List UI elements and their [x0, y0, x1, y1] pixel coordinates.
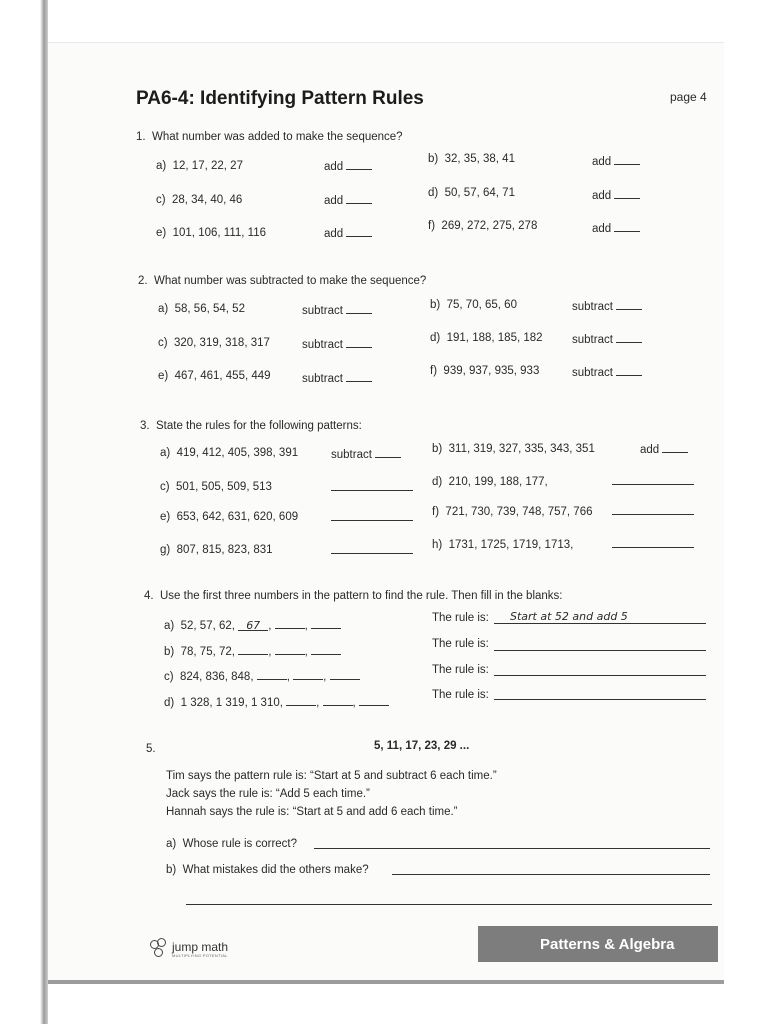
question-4 [144, 590, 563, 602]
q1-item-f: f) 269, 272, 275, 278 [428, 220, 538, 232]
question-1 [136, 131, 403, 143]
q3-item-c: c) 501, 505, 509, 513 [160, 481, 272, 493]
q5-part-a: a) Whose rule is correct? [166, 838, 298, 850]
question-prompt: Use the first three numbers in the pattern to find the rule. Then fill in the blanks: [159, 590, 563, 602]
q2-answer-c[interactable]: subtract [302, 336, 372, 351]
q4-rule-line-b[interactable] [494, 650, 706, 651]
q3-item-f: f) 721, 730, 739, 748, 757, 766 [432, 506, 593, 518]
q3-answer-line-e[interactable] [331, 520, 413, 521]
question-prompt: What number was subtracted to make the sequence? [153, 275, 427, 287]
q4-rule-d: The rule is: [432, 689, 489, 701]
q5-tim-statement: Tim says the pattern rule is: “Start at 5 and subtract 6 each time.” [166, 770, 497, 782]
q1-item-b: b) 32, 35, 38, 41 [428, 153, 515, 165]
q5-part-b: b) What mistakes did the others make? [166, 864, 369, 876]
q4-item-c: c) 824, 836, 848, , , [164, 668, 360, 683]
q2-item-b: b) 75, 70, 65, 60 [430, 299, 517, 311]
logo-tagline: MULTIPLYING POTENTIAL [172, 952, 228, 958]
q1-answer-e[interactable]: add [324, 225, 372, 240]
q3-answer-line-g[interactable] [331, 553, 413, 554]
scan-shadow [0, 0, 48, 1024]
q2-answer-d[interactable]: subtract [572, 331, 642, 346]
q3-answer-line-c[interactable] [331, 490, 413, 491]
q4-rule-line-a[interactable] [494, 623, 706, 624]
q3-item-h: h) 1731, 1725, 1719, 1713, [432, 539, 574, 551]
q5-hannah-statement: Hannah says the rule is: “Start at 5 and add 6 each time.” [166, 806, 458, 818]
q1-answer-f[interactable]: add [592, 220, 640, 235]
q1-item-d: d) 50, 57, 64, 71 [428, 187, 515, 199]
q3-item-d: d) 210, 199, 188, 177, [432, 476, 548, 488]
q1-answer-a[interactable]: add [324, 158, 372, 173]
q4-item-d: d) 1 328, 1 319, 1 310, , , [164, 694, 389, 709]
section-banner [478, 926, 718, 962]
q3-answer-line-f[interactable] [612, 514, 694, 515]
q4-item-a: a) 52, 57, 62, 67 , , [164, 617, 341, 632]
q1-answer-d[interactable]: add [592, 187, 640, 202]
q3-answer-line-h[interactable] [612, 547, 694, 548]
section-label: Patterns & Algebra [540, 935, 675, 953]
q5-sequence: 5, 11, 17, 23, 29 ... [374, 740, 470, 752]
q5-jack-statement: Jack says the rule is: “Add 5 each time.” [166, 788, 370, 800]
q2-answer-a[interactable]: subtract [302, 302, 372, 317]
q1-item-a: a) 12, 17, 22, 27 [156, 160, 243, 172]
q4-rule-b: The rule is: [432, 638, 489, 650]
q3-item-a: a) 419, 412, 405, 398, 391 [160, 447, 299, 459]
logo-text: jump math [172, 939, 229, 954]
question-number: 3. [140, 420, 150, 432]
q4-rule-a: The rule is: [432, 612, 489, 624]
q4-rule-line-c[interactable] [494, 675, 706, 676]
q1-item-e: e) 101, 106, 111, 116 [156, 227, 266, 239]
worksheet-page [48, 42, 724, 983]
q3-item-b: b) 311, 319, 327, 335, 343, 351 [432, 443, 595, 455]
question-number: 4. [144, 590, 154, 602]
q3-item-e: e) 653, 642, 631, 620, 609 [160, 511, 299, 523]
q2-answer-b[interactable]: subtract [572, 298, 642, 313]
question-prompt: What number was added to make the sequence? [151, 131, 403, 143]
q5-answer-line-b[interactable] [392, 874, 710, 875]
page-number: page 4 [670, 90, 707, 104]
q2-item-e: e) 467, 461, 455, 449 [158, 370, 271, 382]
q3-item-g: g) 807, 815, 823, 831 [160, 544, 273, 556]
q5-answer-line-a[interactable] [314, 848, 710, 849]
q4-a-handwritten-rule: Start at 52 and add 5 [510, 610, 628, 623]
q3-answer-b[interactable]: add [640, 441, 688, 456]
question-number: 1. [136, 131, 146, 143]
q2-answer-e[interactable]: subtract [302, 370, 372, 385]
q3-answer-line-d[interactable] [612, 484, 694, 485]
q4-rule-line-d[interactable] [494, 699, 706, 700]
q2-item-c: c) 320, 319, 318, 317 [158, 337, 270, 349]
q2-item-a: a) 58, 56, 54, 52 [158, 303, 245, 315]
logo-icon [150, 938, 168, 960]
question-3 [140, 420, 362, 432]
q1-answer-b[interactable]: add [592, 153, 640, 168]
q4-rule-c: The rule is: [432, 664, 489, 676]
q2-item-d: d) 191, 188, 185, 182 [430, 332, 543, 344]
q5-answer-line-b2[interactable] [186, 904, 712, 905]
question-5-number: 5. [146, 743, 156, 755]
q2-item-f: f) 939, 937, 935, 933 [430, 365, 540, 377]
question-2 [138, 275, 426, 287]
jump-math-logo [150, 938, 228, 960]
q3-answer-a[interactable]: subtract [331, 446, 401, 461]
question-number: 2. [138, 275, 148, 287]
q4-item-b: b) 78, 75, 72, , , [164, 643, 341, 658]
question-prompt: State the rules for the following patterns: [155, 420, 362, 432]
q2-answer-f[interactable]: subtract [572, 364, 642, 379]
q1-answer-c[interactable]: add [324, 192, 372, 207]
page-edge [48, 980, 724, 984]
q4-a-handwritten-answer: 67 [246, 619, 261, 632]
q1-item-c: c) 28, 34, 40, 46 [156, 194, 243, 206]
page-title: PA6-4: Identifying Pattern Rules [136, 88, 424, 109]
